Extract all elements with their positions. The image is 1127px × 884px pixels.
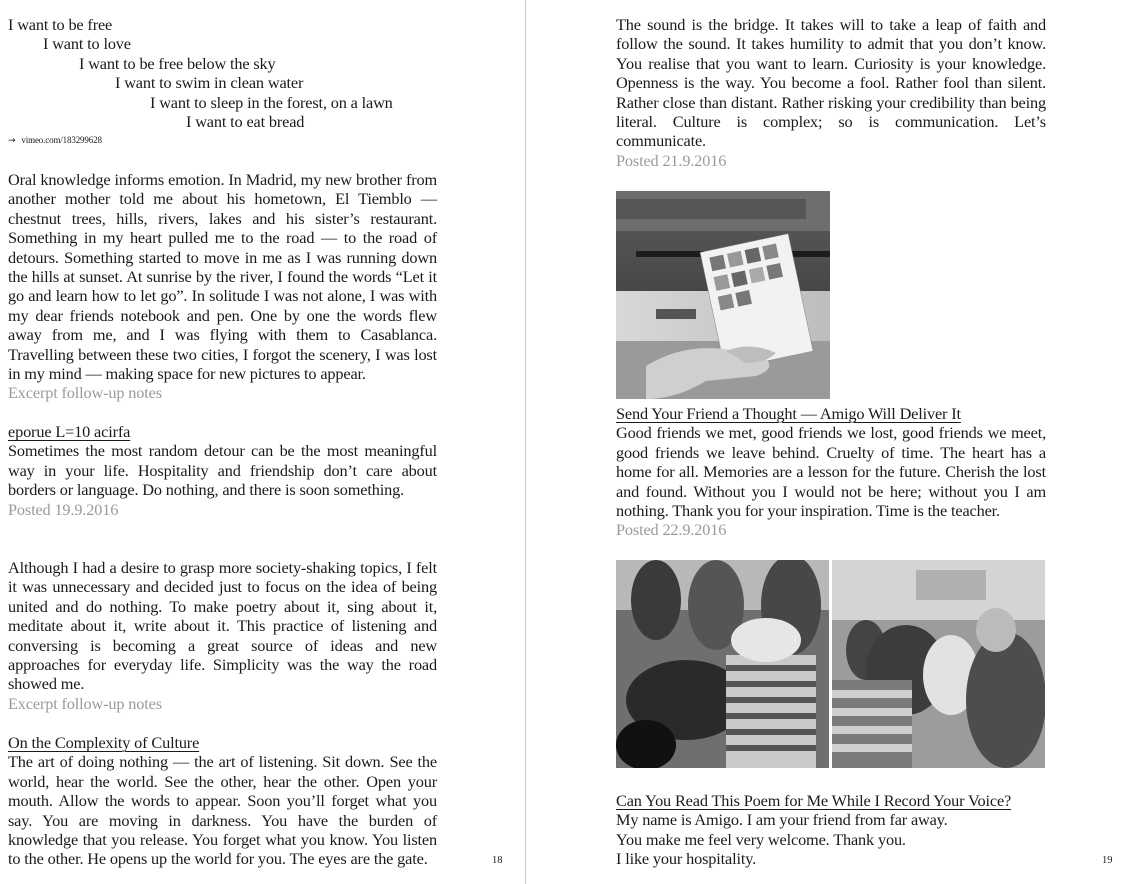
arrow-right-icon: → xyxy=(8,136,16,147)
paragraph: Good friends we met, good friends we lost, good friends we meet, good friends we leave behind. Cruelty of time. The heart has a home for all. Memories are a lesson for the future. Cherish the lost and found. Without you I would not be here; without you I am nothing. Thank you for your inspiration. Time is the teacher. xyxy=(616,423,1046,521)
page-number: 18 xyxy=(492,855,503,866)
right-text-bottom xyxy=(616,791,1046,871)
section-meta: Posted 21.9.2016 xyxy=(616,150,727,170)
section-meta: Excerpt follow-up notes xyxy=(8,383,162,403)
section-eporue xyxy=(8,422,437,519)
page-number: 19 xyxy=(1102,855,1113,866)
section-meta: Posted 22.9.2016 xyxy=(616,520,727,540)
right-page xyxy=(526,0,1127,884)
section-heading: On the Complexity of Culture xyxy=(8,733,200,752)
section-heading: Send Your Friend a Thought — Amigo Will Deliver It xyxy=(616,404,961,423)
left-column xyxy=(8,15,437,147)
poem-line: I want to swim in clean water xyxy=(115,73,304,93)
video-link-text: vimeo.com/183299628 xyxy=(21,135,102,146)
poem-line: I want to be free below the sky xyxy=(79,53,276,73)
left-text-column xyxy=(8,170,437,869)
poem-stanza xyxy=(8,15,437,131)
photo-crowd-gathering xyxy=(616,560,1045,768)
paragraph: The art of doing nothing — the art of listening. Sit down. See the world, hear the world. See the other, hear the other. Open your mouth. Allow the words to appear. Soon you’ll forget what you say. You are moving in darkness. You have the burden of knowledge that you release. You forget what you know. You listen to the other. He opens up the world for you. The eyes are the gate. xyxy=(8,752,437,869)
section-simplicity xyxy=(8,558,437,713)
poem-line: I want to sleep in the forest, on a lawn xyxy=(150,92,393,112)
right-text-middle xyxy=(616,404,1046,544)
poem-line: I want to love xyxy=(43,34,131,54)
poem-line: I like your hospitality. xyxy=(616,849,757,869)
video-link[interactable] xyxy=(8,134,437,147)
poem-line: I want to eat bread xyxy=(186,112,305,132)
section-madrid xyxy=(8,170,437,403)
section-meta: Excerpt follow-up notes xyxy=(8,693,162,713)
right-text-top xyxy=(616,15,1046,185)
paragraph: Although I had a desire to grasp more society-shaking topics, I felt it was unnecessary and decided just to focus on the idea of being united and do nothing. To make poetry about it, sing about it, meditate about it, write about it. This practice of listening and conversing is becoming a great source of ideas and new approaches for everyday life. Simplicity was the way the road showed me. xyxy=(8,558,437,694)
photo-hand-holding-prints xyxy=(616,191,830,399)
paragraph: The sound is the bridge. It takes will to take a leap of faith and follow the sound. It takes humility to admit that you don’t know. You realise that you want to learn. Curiosity is your knowledge. Openness is the way. You become a fool. Rather fool than silent. Rather close than distant. Rather risking your credibility than being literal. Culture is complex; so is communication. Let’s communicate. xyxy=(616,15,1046,151)
section-heading: Can You Read This Poem for Me While I Record Your Voice? xyxy=(616,791,1012,810)
paragraph: Sometimes the most random detour can be the most meaningful way in your life. Hospitality and friendship don’t care about borders or language. Do nothing, and there is soon something. xyxy=(8,441,437,500)
poem-line: You make me feel very welcome. Thank you. xyxy=(616,829,906,849)
left-page xyxy=(0,0,525,884)
section-meta: Posted 19.9.2016 xyxy=(8,499,119,519)
poem-line: I want to be free xyxy=(8,15,113,34)
poem-line: My name is Amigo. I am your friend from far away. xyxy=(616,810,948,830)
section-complexity xyxy=(8,733,437,869)
section-heading: eporue L=10 acirfa xyxy=(8,422,131,441)
paragraph: Oral knowledge informs emotion. In Madrid, my new brother from another mother told me about his hometown, El Tiemblo — chestnut trees, hills, rivers, lakes and his sister’s restaurant. Something in my heart pulled me to the road — to the road of detours. Something started to move in me as I was running down the hills at sunset. At sunrise by the river, I found the words “Let it go and learn how to let go”. In solitude I was not alone, I was with my dear friends notebook and pen. One by one the words flew away from me, and I was flying with them to Casablanca. Travelling between these two cities, I forgot the scenery, I was lost in my mind — making space for new pictures to appear. xyxy=(8,170,437,384)
